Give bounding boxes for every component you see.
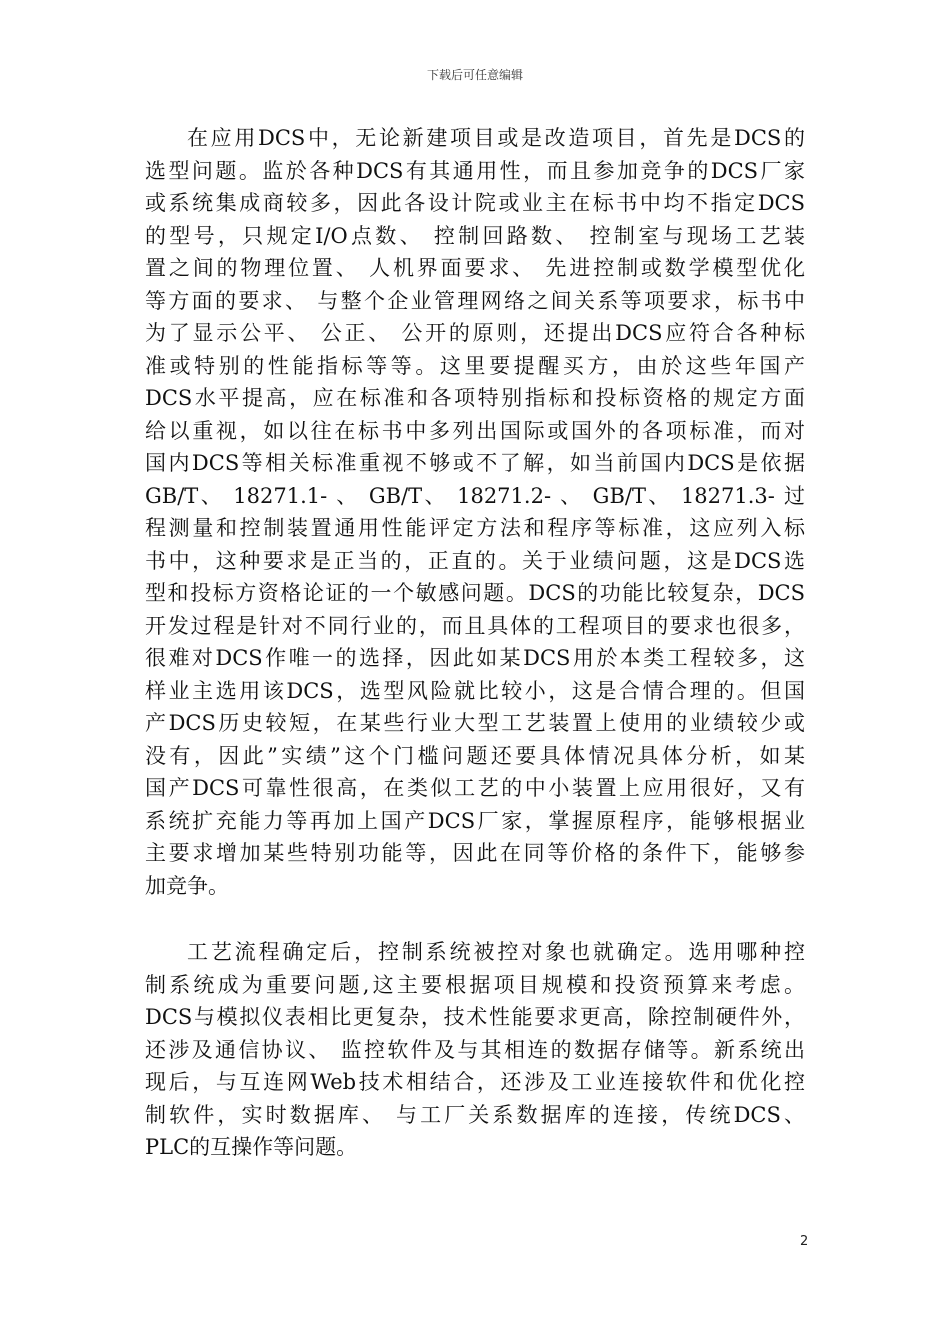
text-line: 没有，因此”实绩”这个门槛问题还要具体情况具体分析，如某 xyxy=(145,743,805,768)
text-line: 或系统集成商较多，因此各设计院或业主在标书中均不指定DCS xyxy=(145,191,805,215)
text-line: 现后，与互连网Web技术相结合，还涉及工业连接软件和优化控 xyxy=(145,1070,805,1094)
text-line: DCS与模拟仪表相比更复杂，技术性能要求更高，除控制硬件外， xyxy=(145,1005,805,1029)
text-line: 加竞争。 xyxy=(145,873,229,898)
text-line: 样业主选用该DCS，选型风险就比较小，这是合情合理的。但国 xyxy=(145,678,805,703)
text-line: 制软件，实时数据库、 与工厂关系数据库的连接，传统DCS、 xyxy=(145,1102,805,1127)
text-line: 主要求增加某些特别功能等，因此在同等价格的条件下，能够参 xyxy=(145,841,805,865)
text-line: 很难对DCS作唯一的选择，因此如某DCS用於本类工程较多，这 xyxy=(145,646,805,670)
text-line: 等方面的要求、 与整个企业管理网络之间关系等项要求，标书中 xyxy=(145,288,805,313)
text-line: 国内DCS等相关标准重视不够或不了解，如当前国内DCS是依据 xyxy=(145,451,805,475)
text-line: DCS水平提高，应在标准和各项特别指标和投标资格的规定方面 xyxy=(145,386,805,410)
text-line: 产DCS历史较短，在某些行业大型工艺装置上使用的业绩较少或 xyxy=(145,711,805,735)
text-line: PLC的互操作等问题。 xyxy=(145,1135,358,1159)
paragraph-1 xyxy=(145,122,805,902)
text-line: 还涉及通信协议、 监控软件及与其相连的数据存储等。新系统出 xyxy=(145,1037,805,1062)
text-line: 为了显示公平、 公正、 公开的原则，还提出DCS应符合各种标 xyxy=(145,321,805,345)
text-line: 的型号，只规定I/O点数、 控制回路数、 控制室与现场工艺装 xyxy=(145,223,805,248)
document-body xyxy=(145,122,805,1164)
paragraph-2 xyxy=(145,936,805,1164)
text-line: GB/T、 18271.1- 、 GB/T、 18271.2- 、 GB/T、 18271.3- 过 xyxy=(145,483,805,508)
page-number: 2 xyxy=(800,1234,809,1249)
text-line: 工艺流程确定后，控制系统被控对象也就确定。选用哪种控 xyxy=(187,940,805,964)
text-line: 在应用DCS中，无论新建项目或是改造项目，首先是DCS的 xyxy=(187,126,805,150)
page-header-note: 下载后可任意编辑 xyxy=(426,68,523,82)
text-line: 开发过程是针对不同行业的，而且具体的工程项目的要求也很多， xyxy=(145,613,805,638)
text-line: 程测量和控制装置通用性能评定方法和程序等标准，这应列入标 xyxy=(145,516,805,540)
text-line: 选型问题。监於各种DCS有其通用性，而且参加竞争的DCS厂家 xyxy=(145,158,805,183)
text-line: 准或特别的性能指标等等。这里要提醒买方，由於这些年国产 xyxy=(145,353,805,378)
text-line: 给以重视，如以往在标书中多列出国际或国外的各项标准，而对 xyxy=(145,418,805,443)
text-line: 国产DCS可靠性很高，在类似工艺的中小装置上应用很好，又有 xyxy=(145,776,805,800)
text-line: 书中，这种要求是正当的，正直的。关于业绩问题，这是DCS选 xyxy=(145,548,805,573)
text-line: 系统扩充能力等再加上国产DCS厂家，掌握原程序，能够根据业 xyxy=(145,808,805,833)
text-line: 置之间的物理位置、 人机界面要求、 先进控制或数学模型优化 xyxy=(145,256,805,280)
text-line: 型和投标方资格论证的一个敏感问题。DCS的功能比较复杂，DCS xyxy=(145,581,805,605)
text-line: 制系统成为重要问题,这主要根据项目规模和投资预算来考虑。 xyxy=(145,972,805,997)
paragraph-spacer xyxy=(145,902,805,936)
